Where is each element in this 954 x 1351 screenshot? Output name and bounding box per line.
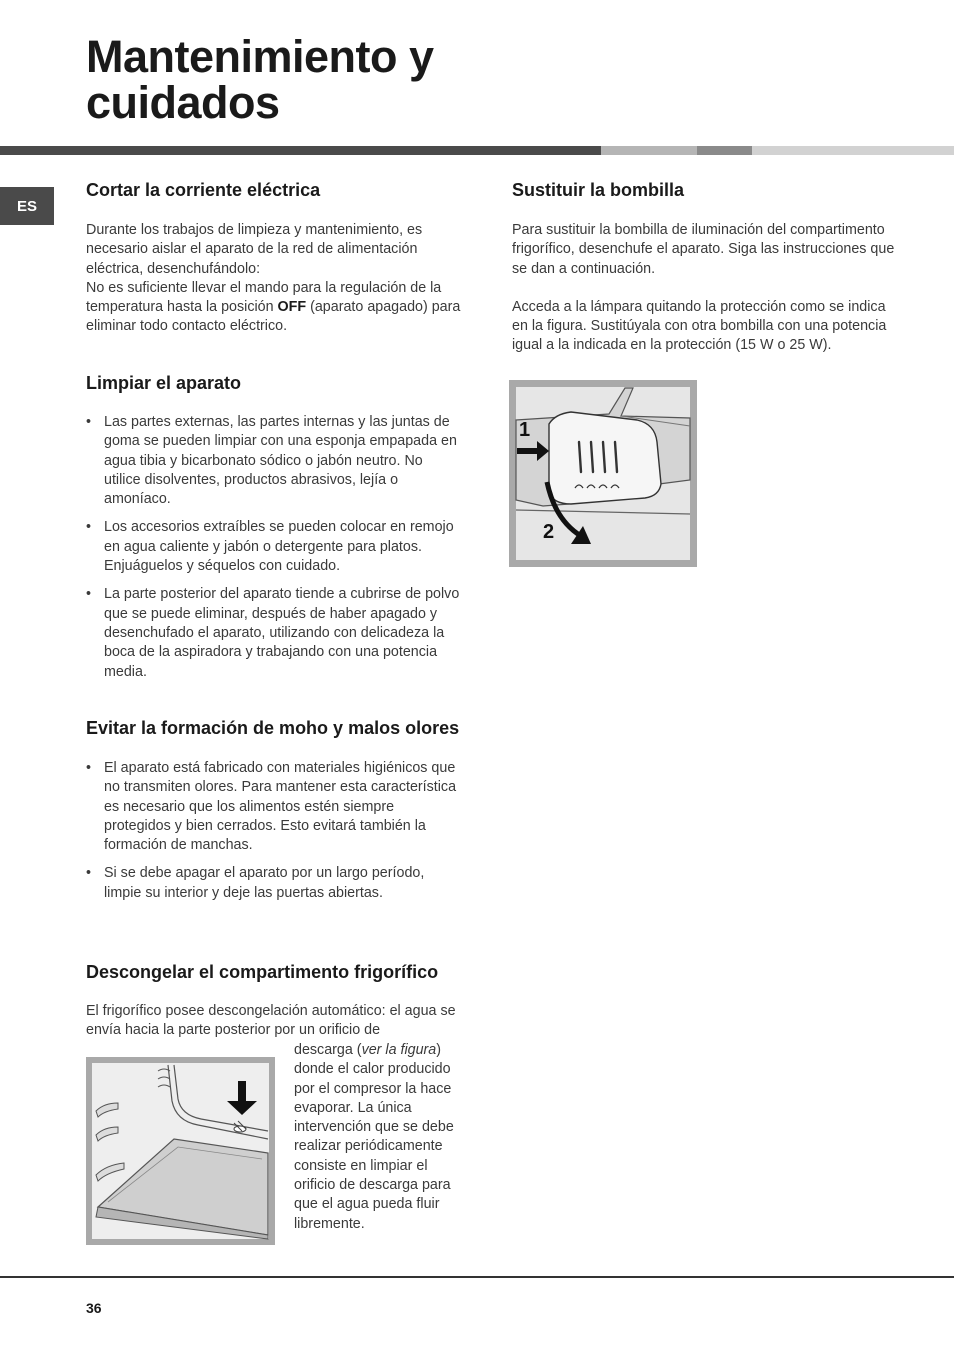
heading-mold: Evitar la formación de moho y malos olores bbox=[86, 718, 460, 738]
power-off-label: OFF bbox=[277, 299, 307, 316]
defrost-side-pre: descarga ( bbox=[294, 1042, 362, 1058]
section-bulb bbox=[512, 180, 897, 356]
power-text-b-pre: No es suficiente llevar el mando para la regulación de la temperatura hasta la posición bbox=[86, 279, 442, 316]
page-number: 36 bbox=[86, 1300, 102, 1316]
bulb-text-b: Acceda a la lámpara quitando la protección como se indica en la figura. Sustitúyala con otra bombilla con una potencia igual a la indicada en la protección (15 W o 25 W). bbox=[512, 298, 887, 354]
heading-bulb: Sustituir la bombilla bbox=[512, 180, 685, 200]
cleaning-list bbox=[86, 413, 461, 682]
list-item: • La parte posterior del aparato tiende a cubrirse de polvo que se puede eliminar, después de haber apagado y desenchufado el aparato, utilizando con delicadeza la boca de la aspiradora y trabajando con una potencia media. bbox=[86, 585, 461, 681]
defrost-figure bbox=[86, 1057, 275, 1245]
power-text-b-post: (aparato apagado) para eliminar todo contacto eléctrico. bbox=[86, 299, 461, 335]
section-mold bbox=[86, 718, 461, 912]
list-item: • Si se debe apagar el aparato por un largo período, limpie su interior y deje las puertas abiertas. bbox=[86, 864, 461, 903]
power-text-a: Durante los trabajos de limpieza y mantenimiento, es necesario aislar el aparato de la red de alimentación eléctrica, desenchufándolo: bbox=[86, 222, 423, 277]
header-rule-dark bbox=[0, 146, 601, 155]
list-item: • Las partes externas, las partes internas y las juntas de goma se pueden limpiar con una esponja empapada en agua tibia y bicarbonato sódico o jabón neutro. No utilice disolventes, productos abrasivos, lejía o amoníaco. bbox=[86, 413, 461, 509]
defrost-text-side bbox=[294, 1041, 466, 1234]
header-rule-pale bbox=[752, 146, 954, 155]
fridge-drain-illustration bbox=[86, 1057, 275, 1245]
lamp-cover-illustration bbox=[509, 380, 697, 567]
mold-list bbox=[86, 759, 461, 903]
section-cleaning bbox=[86, 373, 461, 691]
bulb-text-a: Para sustituir la bombilla de iluminación del compartimento frigorífico, desenchufe el aparato. Siga las instrucciones que se dan a continuación. bbox=[512, 222, 895, 277]
footer-rule bbox=[0, 1276, 954, 1278]
header-rule-light bbox=[601, 146, 697, 155]
heading-cleaning: Limpiar el aparato bbox=[86, 373, 242, 393]
page-title bbox=[86, 31, 434, 128]
section-defrost bbox=[86, 962, 461, 1041]
section-power bbox=[86, 180, 461, 337]
bulb-figure bbox=[509, 380, 697, 567]
defrost-text-top: El frigorífico posee descongelación automático: el agua se envía hacia la parte posterior por un orificio de bbox=[86, 1003, 456, 1039]
bulb-step-1-label: 1 bbox=[519, 419, 531, 441]
header-rule-mid bbox=[697, 146, 752, 155]
page-title-line2: cuidados bbox=[86, 77, 280, 128]
defrost-side-post: ) donde el calor producido por el compresor la hace evaporar. La única intervención que se debe realizar periódicamente consiste en limpiar el orificio de descarga para que el agua pueda fluir libremente. bbox=[294, 1042, 454, 1232]
power-text-b bbox=[86, 279, 461, 337]
language-tab: ES bbox=[0, 187, 54, 225]
defrost-side-italic: ver la figura bbox=[361, 1042, 437, 1058]
list-item: • El aparato está fabricado con materiales higiénicos que no transmiten olores. Para mantener esta característica es necesario que los alimentos estén siempre protegidos y bien cerrados. Esto evitará también la formación de manchas. bbox=[86, 759, 461, 855]
heading-defrost: Descongelar el compartimento frigorífico bbox=[86, 962, 439, 982]
bulb-step-2-label: 2 bbox=[543, 521, 555, 543]
list-item: • Los accesorios extraíbles se pueden colocar en remojo en agua caliente y jabón o detergente para platos. Enjuáguelos y séquelos con cuidado. bbox=[86, 518, 461, 576]
page-title-line1: Mantenimiento y bbox=[86, 31, 434, 82]
heading-power: Cortar la corriente eléctrica bbox=[86, 180, 321, 200]
